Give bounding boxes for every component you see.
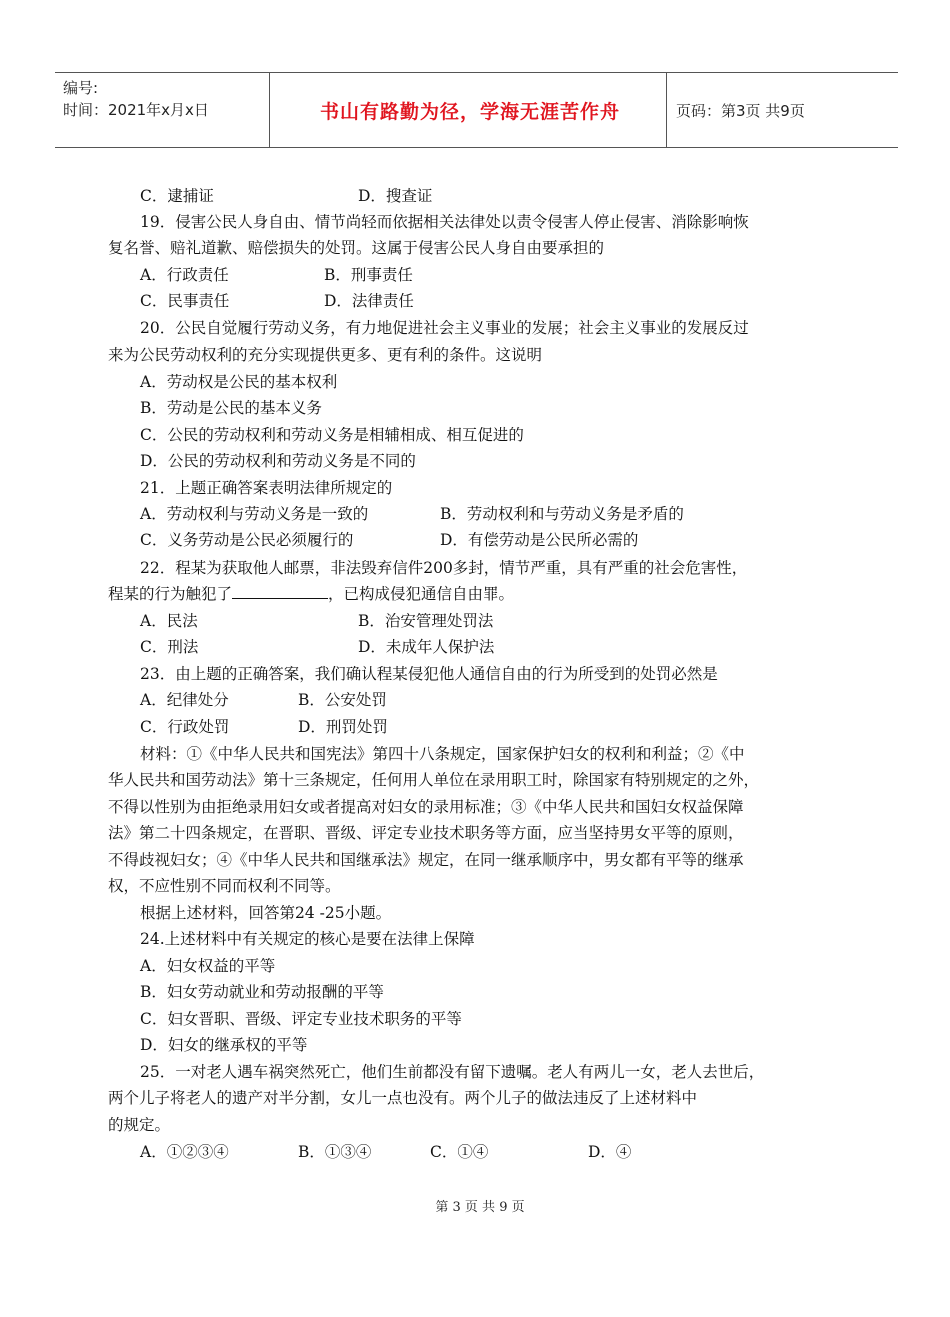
material-text: 不得以性别为由拒绝录用妇女或者提高对妇女的录用标准；③《中华人民共和国妇女权益保障 <box>108 798 744 816</box>
option-text: C．义务劳动是公民必须履行的 <box>140 531 354 549</box>
material-text: 权，不应性别不同而权利不同等。 <box>108 877 341 895</box>
page-header <box>55 72 898 148</box>
question-text: 两个儿子将老人的遗产对半分割，女儿一点也没有。两个儿子的做法违反了上述材料中 <box>108 1089 698 1107</box>
option-text: D．未成年人保护法 <box>358 638 495 656</box>
header-motto: 书山有路勤为径，学海无涯苦作舟 <box>319 101 620 123</box>
option-text: C．公民的劳动权利和劳动义务是相辅相成、相互促进的 <box>140 426 524 444</box>
question-text: 25．一对老人遇车祸突然死亡，他们生前都没有留下遗嘱。老人有两儿一女，老人去世后， <box>140 1063 765 1081</box>
answer-blank <box>232 584 328 599</box>
option-text: C．①④ <box>430 1143 489 1161</box>
question-text: 24.上述材料中有关规定的核心是要在法律上保障 <box>140 930 475 948</box>
question-text: 的规定。 <box>108 1116 171 1134</box>
question-text: 来为公民劳动权利的充分实现提供更多、更有利的条件。这说明 <box>108 346 543 364</box>
option-text: B．治安管理处罚法 <box>358 612 494 630</box>
option-text: C．民事责任 <box>140 292 230 310</box>
option-text: B．劳动是公民的基本义务 <box>140 399 322 417</box>
option-text: B．妇女劳动就业和劳动报酬的平等 <box>140 983 384 1001</box>
question-text: 21．上题正确答案表明法律所规定的 <box>140 479 393 497</box>
option-text: D．妇女的继承权的平等 <box>140 1036 308 1054</box>
header-page-number: 页码：第3页 共9页 <box>676 102 805 120</box>
option-text: D．法律责任 <box>324 292 414 310</box>
option-text: B．公安处罚 <box>298 691 387 709</box>
option-text: D．搜查证 <box>358 187 433 205</box>
option-text: C．行政处罚 <box>140 718 230 736</box>
option-text: A．行政责任 <box>140 266 229 284</box>
option-text: B．①③④ <box>298 1143 372 1161</box>
option-text: C．刑法 <box>140 638 199 656</box>
option-text: A．纪律处分 <box>140 691 229 709</box>
material-text: 法》第二十四条规定，在晋职、晋级、评定专业技术职务等方面，应当坚持男女平等的原则， <box>108 824 744 842</box>
material-text: 华人民共和国劳动法》第十三条规定，任何用人单位在录用职工时，除国家有特别规定的之外， <box>108 771 760 789</box>
question-text: 23．由上题的正确答案，我们确认程某侵犯他人通信自由的行为所受到的处罚必然是 <box>140 665 718 683</box>
option-text: D．公民的劳动权利和劳动义务是不同的 <box>140 452 416 470</box>
option-text: C．妇女晋职、晋级、评定专业技术职务的平等 <box>140 1010 462 1028</box>
page-footer: 第 3 页 共 9 页 <box>435 1200 525 1215</box>
date-label: 时间：2021年x月x日 <box>63 101 209 119</box>
question-text: 复名誉、赔礼道歉、赔偿损失的处罚。这属于侵害公民人身自由要承担的 <box>108 239 605 257</box>
option-text: D．④ <box>588 1143 632 1161</box>
question-text-part: 程某的行为触犯了 <box>108 585 233 603</box>
option-text: A．劳动权利与劳动义务是一致的 <box>140 505 369 523</box>
instruction-text: 根据上述材料，回答第24 -25小题。 <box>140 904 392 922</box>
header-meta <box>63 77 209 121</box>
option-text: A．劳动权是公民的基本权利 <box>140 373 338 391</box>
material-text: 材料：①《中华人民共和国宪法》第四十八条规定，国家保护妇女的权利和利益；②《中 <box>140 745 745 763</box>
option-text: A．①②③④ <box>140 1143 229 1161</box>
option-text: C．逮捕证 <box>140 187 214 205</box>
serial-label: 编号: <box>63 79 99 97</box>
header-divider <box>666 73 667 147</box>
option-text: D．有偿劳动是公民所必需的 <box>440 531 639 549</box>
question-text: 19．侵害公民人身自由、情节尚轻而依据相关法律处以责令侵害人停止侵害、消除影响恢 <box>140 213 749 231</box>
question-text: 20．公民自觉履行劳动义务，有力地促进社会主义事业的发展；社会主义事业的发展反过 <box>140 319 749 337</box>
question-text-part: ，已构成侵犯通信自由罪。 <box>328 585 515 603</box>
option-text: A．妇女权益的平等 <box>140 957 276 975</box>
question-text <box>108 582 514 604</box>
option-text: B．刑事责任 <box>324 266 413 284</box>
option-text: B．劳动权利和与劳动义务是矛盾的 <box>440 505 684 523</box>
question-text: 22．程某为获取他人邮票，非法毁弃信件200多封，情节严重，具有严重的社会危害性， <box>140 559 748 577</box>
option-text: D．刑罚处罚 <box>298 718 388 736</box>
option-text: A．民法 <box>140 612 198 630</box>
material-text: 不得歧视妇女；④《中华人民共和国继承法》规定，在同一继承顺序中，男女都有平等的继承 <box>108 851 744 869</box>
